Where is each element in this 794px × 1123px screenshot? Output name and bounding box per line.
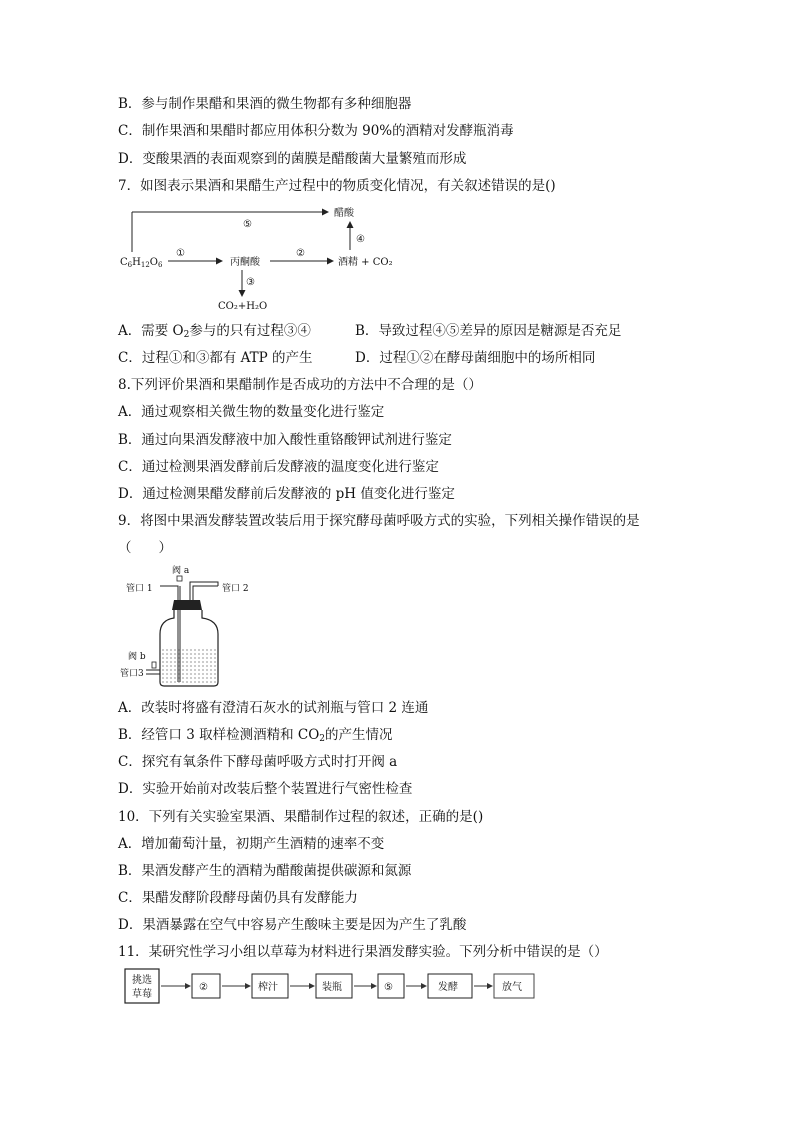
q9-option-c: C．探究有氧条件下酵母菌呼吸方式时打开阀 a	[118, 754, 398, 770]
valve-a	[177, 576, 182, 581]
ethanol-co2-label: 酒精 + CO₂	[338, 257, 393, 268]
pyruvate-label: 丙酮酸	[230, 257, 260, 268]
flow-step-1-line1: 挑选	[132, 975, 152, 986]
q7-option-a: A．需要 $O_2$参与的只有过程③④	[118, 323, 311, 340]
port-1-label: 管口 1	[126, 584, 153, 594]
q10-option-b: B．果酒发酵产生的酒精为醋酸菌提供碳源和氮源	[118, 863, 412, 879]
q9-fermentation-apparatus	[118, 562, 268, 690]
flow-step-4-label: 装瓶	[322, 982, 342, 993]
q8-option-c: C．通过检测果酒发酵前后发酵液的温度变化进行鉴定	[118, 459, 439, 475]
port-2-label: 管口 2	[222, 584, 249, 594]
q8-option-d: D．通过检测果醋发酵前后发酵液的 pH 值变化进行鉴定	[118, 486, 455, 502]
q10-option-c: C．果醋发酵阶段酵母菌仍具有发酵能力	[118, 890, 358, 906]
q7-option-c: C．过程①和③都有 ATP 的产生	[118, 350, 313, 366]
q9-option-b: B．经管口 3 取样检测酒精和 $CO_2$的产生情况	[118, 727, 393, 744]
q10-option-a: A．增加葡萄汁量，初期产生酒精的速率不变	[118, 836, 385, 852]
q10-option-d: D．果酒暴露在空气中容易产生酸味主要是因为产生了乳酸	[118, 917, 467, 933]
q6-option-d: D．变酸果酒的表面观察到的菌膜是醋酸菌大量繁殖而形成	[118, 151, 467, 167]
valve-b	[152, 662, 156, 668]
q7-metabolism-diagram	[118, 204, 418, 316]
port-3-label: 管口3	[120, 669, 144, 679]
glucose-label: $C_6H_{12}O_6$	[120, 257, 163, 269]
q7-option-b: B．导致过程④⑤差异的原因是糖源是否充足	[355, 323, 622, 339]
co2-h2o-label: CO₂+H₂O	[218, 301, 268, 312]
q7-option-d: D．过程①②在酵母菌细胞中的场所相同	[355, 350, 596, 366]
rubber-stopper	[172, 600, 202, 610]
q7-stem: 7．如图表示果酒和果醋生产过程中的物质变化情况，有关叙述错误的是()	[118, 178, 556, 194]
q8-stem: 8.下列评价果酒和果醋制作是否成功的方法中不合理的是（）	[118, 377, 482, 393]
flow-step-2-label: ②	[199, 982, 208, 993]
q9-answer-paren: （ ）	[118, 540, 172, 556]
q11-stem: 11．某研究性学习小组以草莓为材料进行果酒发酵实验。下列分析中错误的是（）	[118, 944, 608, 960]
flow-step-6-label: 发酵	[438, 982, 458, 993]
q6-option-c: C．制作果酒和果醋时都应用体积分数为 90%的酒精对发酵瓶消毒	[118, 123, 514, 139]
q10-stem: 10．下列有关实验室果酒、果醋制作过程的叙述，正确的是()	[118, 809, 484, 825]
valve-a-label: 阀 a	[172, 566, 190, 576]
q9-option-d: D．实验开始前对改装后整个装置进行气密性检查	[118, 781, 413, 797]
process2-label: ②	[296, 248, 305, 259]
q9-stem: 9．将图中果酒发酵装置改装后用于探究酵母菌呼吸方式的实验，下列相关操作错误的是	[118, 513, 640, 529]
q6-option-b: B．参与制作果醋和果酒的微生物都有多种细胞器	[118, 96, 412, 112]
flow-step-1-line2: 草莓	[132, 989, 152, 1000]
q8-option-a: A．通过观察相关微生物的数量变化进行鉴定	[118, 404, 385, 420]
acetic-acid-label: 醋酸	[334, 208, 354, 219]
process1-label: ①	[176, 248, 185, 259]
process3-label: ③	[246, 277, 255, 288]
valve-b-label: 阀 b	[128, 652, 146, 662]
q9-option-a: A．改装时将盛有澄清石灰水的试剂瓶与管口 2 连通	[118, 700, 429, 716]
process4-label: ④	[356, 234, 365, 245]
liquid	[162, 650, 216, 682]
q11-flowchart	[124, 966, 538, 1008]
flow-step-3-label: 榨汁	[258, 982, 278, 993]
q8-option-b: B．通过向果酒发酵液中加入酸性重铬酸钾试剂进行鉴定	[118, 432, 452, 448]
process5-label: ⑤	[243, 219, 252, 230]
flow-step-7-label: 放气	[502, 982, 522, 993]
fermentation-bottle	[160, 610, 218, 686]
flow-step-5-label: ⑤	[384, 982, 393, 993]
